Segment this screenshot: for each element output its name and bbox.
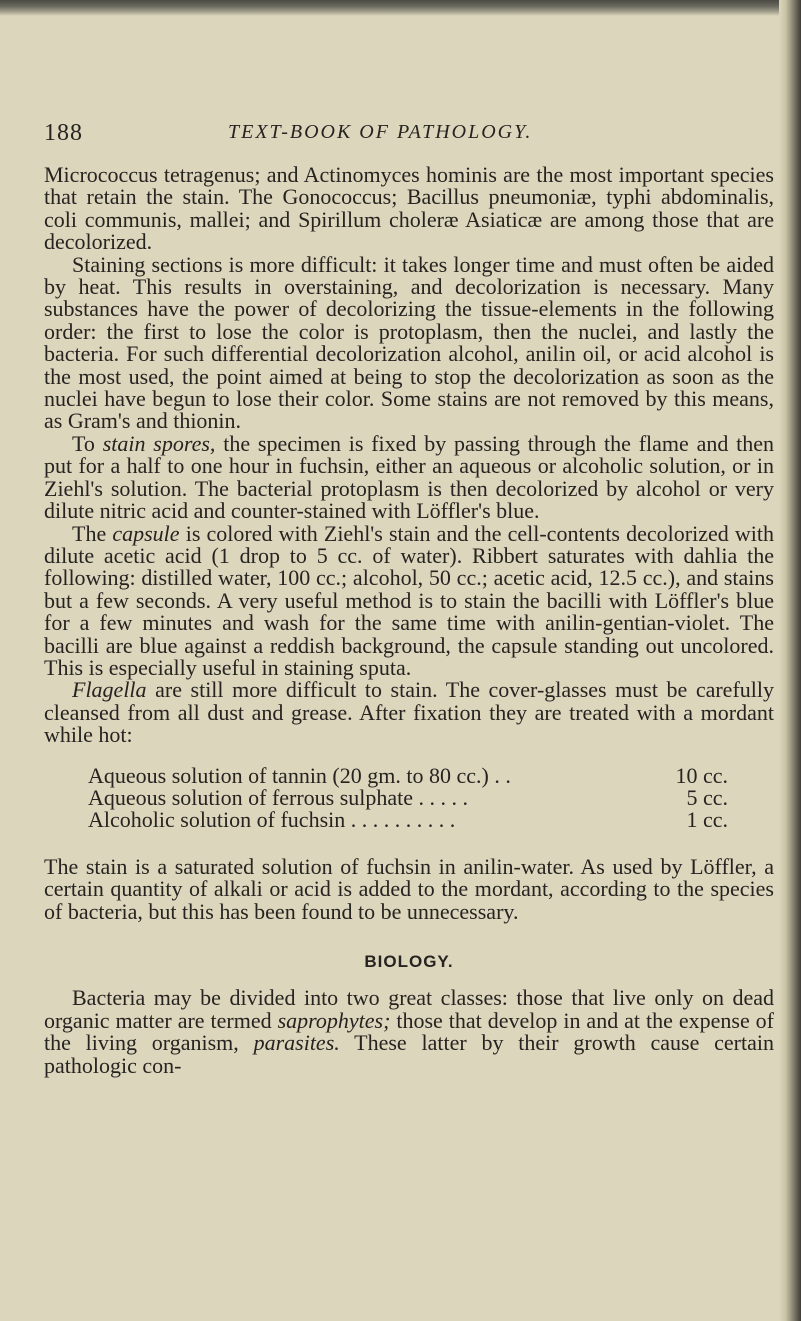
scan-top-edge [0,0,801,16]
recipe-item: Aqueous solution of tannin (20 gm. to 80 cc.) . . [88,762,511,788]
p5-emphasis: Flagella [72,677,147,703]
scan-right-edge [779,0,801,1321]
paragraph-capsule [44,520,774,680]
p3-rest: the specimen is fixed by passing through the flame and then put for a half to one hour in fuchsin, either an aqueous or alcoholic solution, or in Ziehl's solution. The bacterial protoplasm is then decolorized by alcohol or very dilute nitric acid and counter-stained with Löffler's blue. [44,430,775,524]
recipe-row [88,762,728,788]
recipe-row [88,809,728,831]
p5-rest: are still more difficult to stain. The cover-glasses must be carefully cleansed from all dust and grease. After fixation they are treated with a mordant while hot: [44,677,774,748]
p3-emphasis: stain spores, [102,430,216,456]
paragraph-stain-note: The stain is a saturated solution of fuchsin in anilin-water. As used by Löffler, a certain quantity of alkali or acid is added to the mordant, according to the species of bacteria, but this has been found to be unnecessary. [44,853,774,924]
p4-lead: The [72,520,113,546]
recipe-item: Aqueous solution of ferrous sulphate . . . . . [88,784,469,810]
p7-rest: These latter by their growth cause certain pathologic con- [44,1030,774,1078]
section-heading: BIOLOGY. [364,952,454,971]
p3-lead: To [72,430,103,456]
paragraph-staining-sections: Staining sections is more difficult: it takes longer time and must often be aided by heat. This results in overstaining, and decolorization is necessary. Many substances have the power of decolorizing the tissue-elements in the following order: the first to lose the color is protoplasm, then the nuclei, and lastly the bacteria. For such differential decolorization alcohol, anilin oil, or acid alcohol is the most used, the point aimed at being to stop the decolorization as soon as the nuclei have begun to lose their color. Some stains are not removed by this means, as Gram's and thionin. [44,251,774,434]
mordant-recipe [88,762,728,833]
page-body [44,164,774,1077]
paragraph-spores [44,430,775,524]
p7-mid: those that develop in and at the expense of the living organism, [44,1007,775,1056]
recipe-amount: 10 cc. [675,762,728,788]
running-head [44,120,774,150]
recipe-item: Alcoholic solution of fuchsin . . . . . . . . . . [88,807,456,833]
p7-emphasis-parasites: parasites. [253,1030,340,1056]
running-title: TEXT-BOOK OF PATHOLOGY. [228,121,533,143]
recipe-row [88,784,728,810]
p4-rest: is colored with Ziehl's stain and the cell-contents decolorized with dilute acetic acid (1 drop to 5 cc. of water). Ribbert saturates with dahlia the following: distilled water, 100 cc.; alcohol, 50 cc.; acetic acid, 12.5 cc.), and stains but a few seconds. A very useful method is to stain the bacilli with Löffler's blue for a few minutes and wash for the same time with anilin-gentian-violet. The bacilli are blue against a reddish background, the capsule standing out uncolored. This is especially useful in staining sputa. [44,520,774,680]
page-number: 188 [44,120,83,146]
paragraph-flagella [44,679,774,746]
paragraph-gram-stain: Micrococcus tetragenus; and Actinomyces hominis are the most important species that retain the stain. The Gonococcus; Bacillus pneumoniæ, typhi abdominalis, coli communis, mallei; and Spirillum choleræ Asiaticæ are among those that are decolorized. [44,162,774,255]
recipe-amount: 1 cc. [686,807,728,833]
p4-emphasis: capsule [112,520,180,546]
p7-lead: Bacteria may be divided into two great classes: those that live only on dead organic matter are termed [44,985,774,1033]
recipe-amount: 5 cc. [686,784,728,810]
p7-emphasis-saprophytes: saprophytes; [277,1007,391,1033]
paragraph-biology [44,987,774,1077]
